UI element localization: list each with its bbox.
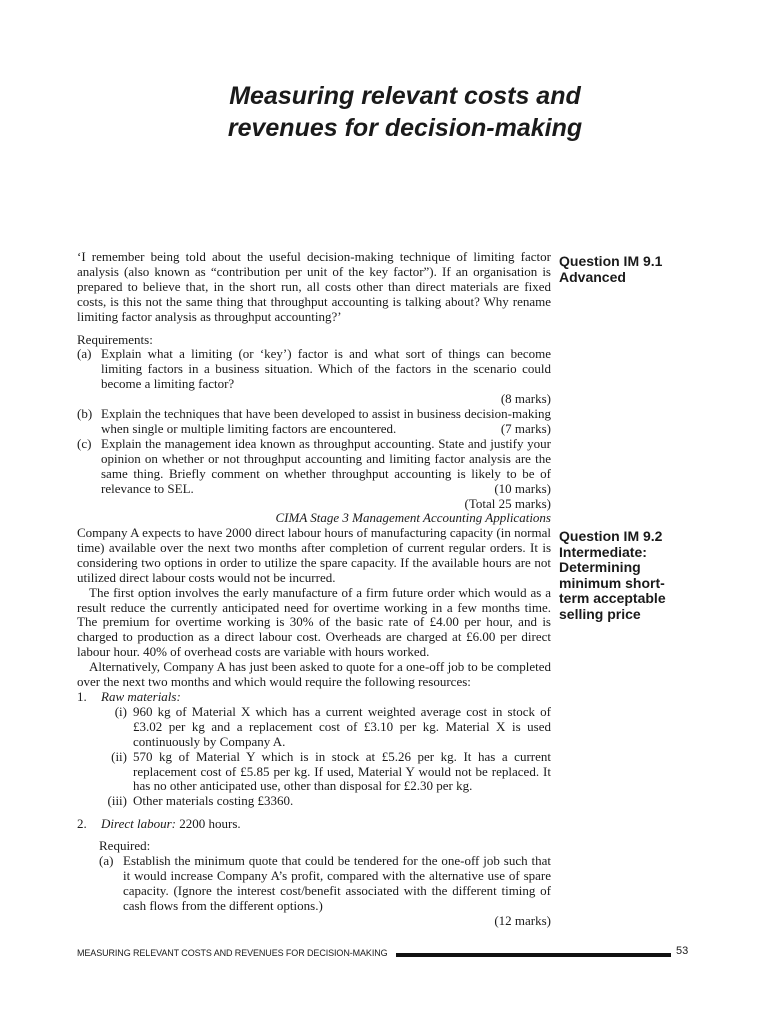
resource-1-label: 1. [77,688,87,704]
material-ii-label: (ii) [111,748,127,764]
required-item-a [77,854,551,929]
question-2-topic-line-2: minimum short- [559,574,665,591]
question-2-topic-line-4: selling price [559,605,641,622]
question-1-heading [559,254,709,285]
question-2-para-2: The first option involves the early manufacture of a firm future order which would as a result reduce the currently anticipated need for overtime working in a few months time. The premium for overtime working is 30% of the basic rate of £4.00 per hour, and is charged to production as a direct labour cost. Overheads are charged at £6.00 per direct labour hour. 40% of overhead costs are variable with hours worked. [77,584,551,660]
requirement-b-marks: (7 marks) [500,420,551,436]
requirement-a-text: Explain what a limiting (or ‘key’) factor is and what sort of things can become limiting factors in a business situation. Which of the factors in the scenario could become a limiting factor? [101,346,551,392]
resource-raw-materials [77,690,551,705]
material-i-text: 960 kg of Material X which has a current weighted average cost in stock of £3.02 per kg and a replacement cost of £3.10 per kg. Material X is used continuously by Company A. [133,703,551,749]
requirement-c-label: (c) [77,435,92,451]
material-iii-label: (iii) [107,793,127,809]
question-1-body [77,250,551,526]
question-2-para-1: Company A expects to have 2000 direct labour hours of manufacturing capacity (in normal time) available over the next two months after completion of current regular orders. It is considering two options in order to utilize the spare capacity. If the available hours are not utilized direct labour costs would not be incurred. [77,525,551,585]
question-1-source: CIMA Stage 3 Management Accounting Applications [275,510,551,526]
requirement-a-marks: (8 marks) [500,391,551,407]
requirement-c-text: Explain the management idea known as throughput accounting. State and justify your opinion on whether or not throughput accounting and limiting factor analysis are the same thing. Briefly comment on whether throughput accounting is likely to be of relevance to SEL. [101,435,551,496]
requirement-a-label: (a) [77,346,92,362]
chapter-title-line-2: revenues for decision-making [227,114,583,142]
question-2-para-3: Alternatively, Company A has just been asked to quote for a one-off job to be completed over the next two months and which would require the following resources: [77,659,551,690]
requirement-c [77,437,551,497]
total-marks: (Total 25 marks) [464,495,551,511]
question-2-topic-line-1: Determining [559,559,641,575]
question-2-body [77,526,551,929]
material-iii-text: Other materials costing £3360. [133,793,294,809]
required-label: Required: [99,838,151,854]
question-2-heading [559,529,709,622]
requirement-a [77,347,551,407]
requirement-c-marks: (10 marks) [494,480,551,496]
requirement-b-text: Explain the techniques that have been developed to assist in business decision-making when single or multiple limiting factors are encountered. [101,406,551,436]
question-1-number: Question IM 9.1 [559,253,663,269]
material-item-iii [77,794,551,809]
resource-1-title: Raw materials: [101,688,181,704]
resource-2-label: 2. [77,816,87,832]
required-a-text: Establish the minimum quote that could be tendered for the one-off job such that it would increase Company A’s profit, compared with the alternative use of spare capacity. (Ignore the interest cost/benefit associated with the different timing of cash flows from the different options.) [123,853,551,913]
question-1-quote: ‘I remember being told about the useful decision-making technique of limiting factor analysis (also known as “contribution per unit of the key factor”). If an organisation is prepared to believe that, in the short run, all costs other than direct materials are fixed costs, is this not the same thing that throughput accounting is talking about? Why rename limiting factor analysis as throughput accounting?’ [77,249,551,324]
footer-rule [396,953,671,957]
resource-direct-labour [77,817,551,832]
material-item-ii [77,750,551,795]
required-a-marks: (12 marks) [494,912,551,928]
resource-2-value: 2200 hours. [179,816,241,832]
requirement-b [77,407,551,437]
question-2-number: Question IM 9.2 [559,528,663,544]
requirements-label: Requirements: [77,331,153,347]
resource-2-title: Direct labour: [101,816,176,832]
question-1-level: Advanced [559,268,626,285]
page-number: 53 [676,945,689,957]
required-a-label: (a) [99,853,114,869]
material-item-i [77,705,551,750]
question-2-topic-line-3: term acceptable [559,590,666,606]
chapter-title-line-1: Measuring relevant costs and [229,82,581,110]
question-2-level: Intermediate: [559,543,647,560]
material-i-label: (i) [114,703,127,719]
running-footer-title: MEASURING RELEVANT COSTS AND REVENUES FOR DECISION-MAKING [77,948,388,958]
material-ii-text: 570 kg of Material Y which is in stock at £5.26 per kg. It has a current replacement cost of £5.85 per kg. If used, Material Y would not be replaced. It has no other anticipated use, other than disposal for £2.30 per kg. [133,748,551,794]
requirement-b-label: (b) [77,406,93,422]
chapter-title [195,80,615,144]
